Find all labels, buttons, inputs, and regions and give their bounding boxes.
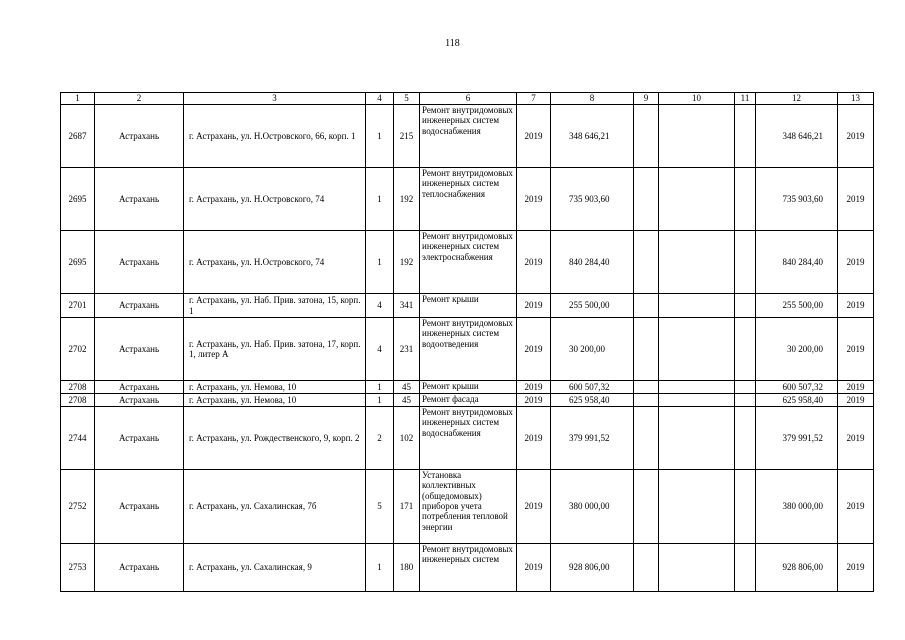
row-col5: 102	[394, 407, 420, 470]
row-total: 600 507,32	[756, 381, 838, 394]
row-col10	[659, 294, 735, 318]
row-col4: 5	[366, 470, 394, 544]
row-col4: 1	[366, 105, 394, 168]
row-id: 2695	[61, 231, 95, 294]
column-header: 6	[420, 93, 517, 105]
row-col9	[634, 318, 659, 381]
row-end-year: 2019	[838, 294, 874, 318]
row-col9	[634, 470, 659, 544]
row-city: Астрахань	[95, 407, 184, 470]
row-city: Астрахань	[95, 294, 184, 318]
row-col11	[735, 318, 756, 381]
row-id: 2752	[61, 470, 95, 544]
row-year: 2019	[517, 544, 551, 592]
row-cost: 348 646,21	[551, 105, 634, 168]
row-col10	[659, 394, 735, 407]
table-row	[61, 318, 874, 381]
row-end-year: 2019	[838, 407, 874, 470]
row-col5: 192	[394, 231, 420, 294]
row-end-year: 2019	[838, 470, 874, 544]
row-address: г. Астрахань, ул. Рождественского, 9, корп. 2	[184, 407, 366, 470]
row-col4: 4	[366, 294, 394, 318]
row-address: г. Астрахань, ул. Немова, 10	[184, 381, 366, 394]
row-work-type: Ремонт внутридомовых инженерных систем водоснабжения	[420, 407, 517, 470]
row-col5: 215	[394, 105, 420, 168]
table-row	[61, 470, 874, 544]
row-col10	[659, 407, 735, 470]
row-city: Астрахань	[95, 318, 184, 381]
row-total: 379 991,52	[756, 407, 838, 470]
row-col9	[634, 544, 659, 592]
row-total: 625 958,40	[756, 394, 838, 407]
column-header: 8	[551, 93, 634, 105]
row-work-type: Ремонт фасада	[420, 394, 517, 407]
row-work-type: Установка коллективных (общедомовых) приборов учета потребления тепловой энергии	[420, 470, 517, 544]
row-col10	[659, 381, 735, 394]
row-col4: 2	[366, 407, 394, 470]
row-col5: 45	[394, 394, 420, 407]
row-work-type: Ремонт крыши	[420, 294, 517, 318]
row-city: Астрахань	[95, 105, 184, 168]
row-address: г. Астрахань, ул. Наб. Прив. затона, 17, корп. 1, литер А	[184, 318, 366, 381]
row-year: 2019	[517, 381, 551, 394]
row-work-type: Ремонт внутридомовых инженерных систем водоотведения	[420, 318, 517, 381]
row-col9	[634, 394, 659, 407]
row-city: Астрахань	[95, 394, 184, 407]
row-id: 2687	[61, 105, 95, 168]
row-id: 2702	[61, 318, 95, 381]
table-row	[61, 544, 874, 592]
table-row	[61, 294, 874, 318]
row-col10	[659, 544, 735, 592]
row-year: 2019	[517, 231, 551, 294]
row-col5: 180	[394, 544, 420, 592]
row-end-year: 2019	[838, 381, 874, 394]
row-address: г. Астрахань, ул. Сахалинская, 9	[184, 544, 366, 592]
row-id: 2701	[61, 294, 95, 318]
row-work-type: Ремонт крыши	[420, 381, 517, 394]
page-number: 118	[445, 38, 460, 49]
row-col4: 1	[366, 168, 394, 231]
row-city: Астрахань	[95, 470, 184, 544]
row-cost: 600 507,32	[551, 381, 634, 394]
row-col11	[735, 294, 756, 318]
row-end-year: 2019	[838, 394, 874, 407]
row-col9	[634, 231, 659, 294]
row-year: 2019	[517, 470, 551, 544]
row-city: Астрахань	[95, 381, 184, 394]
row-end-year: 2019	[838, 168, 874, 231]
repair-program-table	[60, 92, 874, 592]
row-col10	[659, 231, 735, 294]
row-cost: 735 903,60	[551, 168, 634, 231]
row-work-type: Ремонт внутридомовых инженерных систем электроснабжения	[420, 231, 517, 294]
column-header: 4	[366, 93, 394, 105]
row-id: 2708	[61, 381, 95, 394]
row-col9	[634, 294, 659, 318]
row-total: 735 903,60	[756, 168, 838, 231]
row-city: Астрахань	[95, 231, 184, 294]
row-total: 840 284,40	[756, 231, 838, 294]
row-cost: 928 806,00	[551, 544, 634, 592]
row-cost: 379 991,52	[551, 407, 634, 470]
row-col5: 231	[394, 318, 420, 381]
row-address: г. Астрахань, ул. Наб. Прив. затона, 15, корп. 1	[184, 294, 366, 318]
row-total: 30 200,00	[756, 318, 838, 381]
row-col4: 1	[366, 544, 394, 592]
row-city: Астрахань	[95, 168, 184, 231]
row-total: 928 806,00	[756, 544, 838, 592]
row-col4: 1	[366, 231, 394, 294]
row-col11	[735, 381, 756, 394]
column-header: 5	[394, 93, 420, 105]
column-number-row	[61, 93, 874, 105]
row-col4: 1	[366, 381, 394, 394]
row-cost: 30 200,00	[551, 318, 634, 381]
row-col4: 1	[366, 394, 394, 407]
table-row	[61, 394, 874, 407]
row-col11	[735, 470, 756, 544]
row-col11	[735, 105, 756, 168]
row-year: 2019	[517, 318, 551, 381]
row-year: 2019	[517, 294, 551, 318]
table-row	[61, 381, 874, 394]
row-col9	[634, 168, 659, 231]
row-col10	[659, 470, 735, 544]
row-id: 2695	[61, 168, 95, 231]
row-col11	[735, 407, 756, 470]
row-id: 2753	[61, 544, 95, 592]
row-col11	[735, 394, 756, 407]
table-body	[61, 93, 874, 592]
table-row	[61, 168, 874, 231]
row-end-year: 2019	[838, 318, 874, 381]
row-year: 2019	[517, 168, 551, 231]
row-cost: 380 000,00	[551, 470, 634, 544]
row-address: г. Астрахань, ул. Н.Островского, 74	[184, 231, 366, 294]
row-city: Астрахань	[95, 544, 184, 592]
row-cost: 840 284,40	[551, 231, 634, 294]
table-row	[61, 231, 874, 294]
table-row	[61, 407, 874, 470]
row-address: г. Астрахань, ул. Сахалинская, 7б	[184, 470, 366, 544]
row-work-type: Ремонт внутридомовых инженерных систем	[420, 544, 517, 592]
row-col5: 192	[394, 168, 420, 231]
column-header: 12	[756, 93, 838, 105]
column-header: 10	[659, 93, 735, 105]
row-id: 2744	[61, 407, 95, 470]
row-col4: 4	[366, 318, 394, 381]
row-col9	[634, 381, 659, 394]
row-end-year: 2019	[838, 105, 874, 168]
column-header: 11	[735, 93, 756, 105]
row-address: г. Астрахань, ул. Н.Островского, 66, корп. 1	[184, 105, 366, 168]
column-header: 1	[61, 93, 95, 105]
row-col9	[634, 407, 659, 470]
table-row	[61, 105, 874, 168]
row-address: г. Астрахань, ул. Н.Островского, 74	[184, 168, 366, 231]
row-id: 2708	[61, 394, 95, 407]
row-col11	[735, 168, 756, 231]
row-year: 2019	[517, 394, 551, 407]
row-col10	[659, 105, 735, 168]
row-work-type: Ремонт внутридомовых инженерных систем водоснабжения	[420, 105, 517, 168]
column-header: 13	[838, 93, 874, 105]
row-cost: 255 500,00	[551, 294, 634, 318]
row-col5: 171	[394, 470, 420, 544]
column-header: 2	[95, 93, 184, 105]
row-cost: 625 958,40	[551, 394, 634, 407]
row-work-type: Ремонт внутридомовых инженерных систем теплоснабжения	[420, 168, 517, 231]
column-header: 9	[634, 93, 659, 105]
column-header: 3	[184, 93, 366, 105]
column-header: 7	[517, 93, 551, 105]
row-col5: 341	[394, 294, 420, 318]
row-total: 380 000,00	[756, 470, 838, 544]
row-year: 2019	[517, 407, 551, 470]
row-col5: 45	[394, 381, 420, 394]
row-end-year: 2019	[838, 231, 874, 294]
row-col10	[659, 168, 735, 231]
row-col10	[659, 318, 735, 381]
row-year: 2019	[517, 105, 551, 168]
row-col11	[735, 231, 756, 294]
row-col9	[634, 105, 659, 168]
row-total: 255 500,00	[756, 294, 838, 318]
row-total: 348 646,21	[756, 105, 838, 168]
row-end-year: 2019	[838, 544, 874, 592]
row-address: г. Астрахань, ул. Немова, 10	[184, 394, 366, 407]
row-col11	[735, 544, 756, 592]
